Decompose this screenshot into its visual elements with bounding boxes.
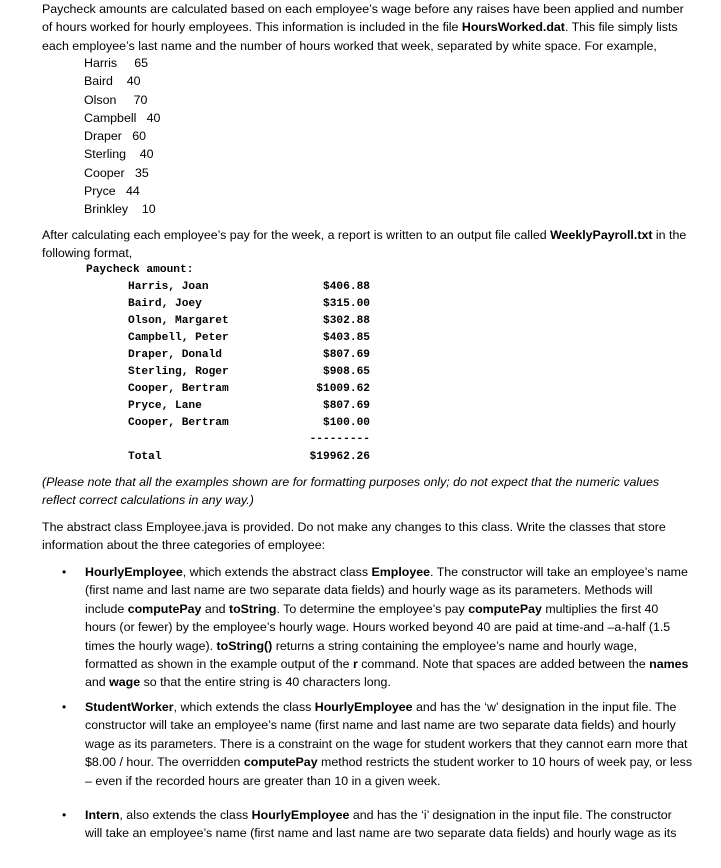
report-row [128, 313, 370, 330]
student-worker-item: • StudentWorker, which extends the class HourlyEmployee and has the ‘w’ designation in the input file. The constructor will take an employee’s name (first name and last name are two separate data fields) and hourly wage as its parameters. There is a constraint on the wage for student workers that they cannot earn more that $8.00 / hour. The overridden computePay method restricts the student worker to 10 hours of week pay, or less – even if the recorded hours are greater than 10 in a given week. [62, 700, 693, 788]
employee-name: Campbell, Peter [128, 332, 229, 344]
intro-text-end: . This file simply lists each employee’s last name and the number of hours worked that week, separated by white space. For example, [42, 20, 678, 53]
paycheck-amount: $807.69 [323, 349, 370, 361]
intro-paragraph [42, 0, 687, 55]
hours-entry: Olson 70 [84, 92, 148, 107]
report-row [128, 347, 370, 364]
report-row [128, 364, 370, 381]
payroll-file-name: WeeklyPayroll.txt [550, 228, 653, 242]
employee-name: Harris, Joan [128, 281, 209, 293]
employee-name: Olson, Margaret [128, 315, 229, 327]
report-table [128, 279, 370, 432]
report-title: Paycheck amount: [86, 264, 194, 276]
paycheck-amount: $1009.62 [316, 383, 370, 395]
intern-item: • Intern, also extends the class HourlyEmployee and has the ‘i’ designation in the input file. The constructor will take an employee’s name (first name and last name are two separate data fields) and hourly wage as its [62, 808, 677, 841]
employee-class-list-2 [42, 698, 692, 790]
hourly-employee-item: • HourlyEmployee, which extends the abstract class Employee. The constructor will take an employee’s name (first name and last name are two separate data fields) and hourly wage as its parameters. Methods will include computePay and toString. To determine the employee’s pay computePay multiplies the first 40 hours (or fewer) by the employee’s hourly wage. Hours worked beyond 40 are paid at time-and –a-half (1.5 times the hourly wage). toString() returns a string containing the employee’s name and hourly wage, formatted as shown in the example output of the r command. Note that spaces are added between the names and wage so that the entire string is 40 characters long. [62, 565, 689, 690]
paycheck-amount: $406.88 [323, 281, 370, 293]
employee-name: Pryce, Lane [128, 400, 202, 412]
hours-entry: Draper 60 [84, 129, 146, 144]
hours-entry: Pryce 44 [84, 184, 140, 199]
report-row [128, 330, 370, 347]
report-intro-text: After calculating each employee’s pay for the week, a report is written to an output file called [42, 228, 551, 242]
report-row [128, 398, 370, 415]
formatting-note: (Please note that all the examples shown are for formatting purposes only; do not expect that the numeric values reflect correct calculations in any way.) [42, 475, 660, 508]
hours-entry: Campbell 40 [84, 110, 161, 125]
paycheck-amount: $315.00 [323, 298, 370, 310]
employee-name: Draper, Donald [128, 349, 222, 361]
report-row [128, 296, 370, 313]
intro-text: Paycheck amounts are calculated based on each employee’s wage before any raises have been applied and number of hours worked for hourly employees. This information is included in the file [42, 2, 684, 35]
abstract-class-paragraph: The abstract class Employee.java is provided. Do not make any changes to this class. Write the classes that store information about the three categories of employee: [42, 520, 666, 553]
hours-entry: Cooper 35 [84, 165, 149, 180]
bullet-icon: • [62, 808, 67, 822]
bullet-icon: • [62, 700, 67, 714]
paycheck-amount: $807.69 [323, 400, 370, 412]
report-row [128, 415, 370, 432]
employee-name: Sterling, Roger [128, 366, 229, 378]
report-row [128, 381, 370, 398]
paycheck-amount: $403.85 [323, 332, 370, 344]
paycheck-amount: $302.88 [323, 315, 370, 327]
paycheck-amount: $100.00 [323, 417, 370, 429]
hours-entry: Brinkley 10 [84, 202, 156, 217]
employee-name: Cooper, Bertram [128, 417, 229, 429]
hours-example-list [84, 54, 160, 219]
hours-entry: Baird 40 [84, 74, 141, 89]
paycheck-amount: $908.65 [323, 366, 370, 378]
hours-entry: Sterling 40 [84, 147, 154, 162]
report-row [128, 279, 370, 296]
employee-name: Cooper, Bertram [128, 383, 229, 395]
hours-entry: Harris 65 [84, 56, 149, 70]
hours-file-name: HoursWorked.dat [461, 20, 565, 35]
total-separator: --------- [309, 433, 370, 445]
employee-class-list [42, 563, 692, 692]
bullet-icon: • [62, 565, 67, 579]
report-intro-paragraph [42, 226, 687, 263]
total-label: Total [128, 451, 162, 463]
total-amount: $19962.26 [309, 451, 370, 463]
report-intro-text-end: in the following format, [42, 228, 687, 261]
employee-name: Baird, Joey [128, 298, 202, 310]
employee-class-list-3 [42, 806, 692, 843]
